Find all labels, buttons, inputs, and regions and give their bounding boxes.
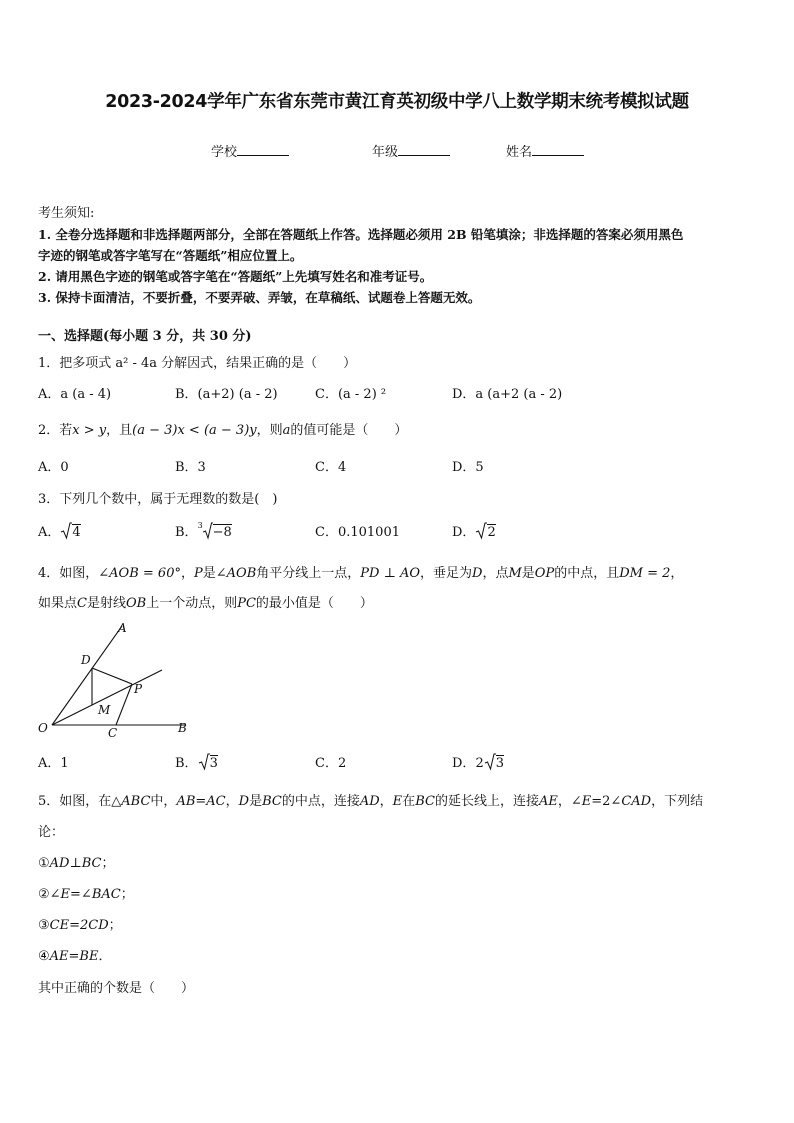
label-b: B — [178, 721, 187, 735]
question-1: 1．把多项式 a² - 4a 分解因式，结果正确的是（ ） — [38, 356, 357, 371]
question-2 — [38, 419, 758, 438]
question-5-line-1: 5．如图，在△ABC中，AB=AC，D是BC的中点，连接AD，E在BC的延长线上，连接AE，∠E=2∠CAD，下列结 — [38, 794, 704, 809]
label-a: A — [118, 621, 127, 635]
sqrt-icon — [60, 522, 72, 540]
question-5-closing: 其中正确的个数是（ ） — [38, 981, 195, 996]
question-1-options — [38, 383, 758, 405]
q4-option-d[interactable]: D．2 3 — [452, 752, 504, 771]
q1-option-c[interactable]: C．(a - 2) ² — [315, 387, 387, 402]
q5-conclusion-4: ④AE=BE． — [38, 949, 112, 964]
q2-prefix: 2．若 — [38, 423, 73, 438]
q2-option-c[interactable]: C．4 — [315, 460, 347, 475]
student-info-fields — [0, 141, 794, 161]
q2-condition-1: x > y — [72, 423, 107, 438]
q4-option-c[interactable]: C．2 — [315, 756, 347, 771]
notice-item-3: 3. 保持卡面清洁，不要折叠，不要弄破、弄皱，在草稿纸、试题卷上答题无效。 — [38, 290, 481, 305]
notice-item-1: 1. 全卷分选择题和非选择题两部分，全部在答题纸上作答。选择题必须用 2B 铅笔填涂；非选择题的答案必须用黑色 — [38, 227, 684, 242]
question-3: 3．下列几个数中，属于无理数的数是( ) — [38, 492, 278, 507]
question-4-line-2: 如果点C是射线OB上一个动点，则PC的最小值是（ ） — [38, 596, 373, 611]
question-5-line-2: 论： — [38, 825, 65, 840]
sqrt-icon — [198, 753, 210, 771]
notice-heading: 考生须知: — [38, 206, 95, 221]
school-blank[interactable] — [237, 143, 289, 156]
notice-item-2: 2. 请用黑色字迹的钢笔或答字笔在“答题纸”上先填写姓名和准考证号。 — [38, 269, 433, 284]
q5-conclusion-1: ①AD⊥BC； — [38, 856, 115, 871]
q4-option-a[interactable]: A．1 — [38, 756, 69, 771]
notice-block — [38, 203, 758, 308]
question-4-line-1: 4．如图，∠AOB = 60°，P是∠AOB角平分线上一点，PD ⊥ AO，垂足为D，点M是OP的中点，且DM = 2， — [38, 566, 684, 581]
question-3-options — [38, 521, 758, 543]
exam-title: 2023-2024学年广东省东莞市黄江育英初级中学八上数学期末统考模拟试题 — [105, 92, 689, 112]
label-d: D — [81, 653, 91, 667]
q2-option-a[interactable]: A．0 — [38, 460, 69, 475]
q2-option-d[interactable]: D．5 — [452, 460, 484, 475]
q2-suffix: 的值可能是（ ） — [290, 423, 408, 438]
school-label: 学校 — [211, 145, 238, 160]
question-2-options — [38, 456, 758, 478]
cube-root-icon — [203, 522, 213, 540]
q5-conclusion-2: ②∠E=∠BAC； — [38, 887, 134, 902]
question-4-options — [38, 752, 758, 774]
q3-option-c[interactable]: C．0.101001 — [315, 525, 400, 540]
sqrt-icon — [484, 753, 496, 771]
name-label: 姓名 — [506, 145, 533, 160]
q5-conclusion-3: ③CE=2CD； — [38, 918, 122, 933]
sqrt-icon — [475, 522, 487, 540]
q1-option-d[interactable]: D．a (a+2 (a - 2) — [452, 387, 563, 402]
label-p: P — [134, 682, 143, 696]
label-m: M — [98, 703, 111, 717]
notice-item-1-cont: 字迹的钢笔或答字笔写在“答题纸”相应位置上。 — [38, 248, 303, 263]
q3-option-a[interactable]: A． 4 — [38, 521, 81, 540]
q1-option-a[interactable]: A．a (a - 4) — [38, 387, 112, 402]
section-title: 一、选择题(每小题 3 分，共 30 分) — [38, 329, 252, 344]
q3-option-d[interactable]: D． 2 — [452, 521, 496, 540]
segment-pd — [92, 668, 132, 684]
school-field[interactable] — [211, 141, 289, 160]
name-blank[interactable] — [532, 143, 584, 156]
label-o: O — [38, 721, 48, 735]
grade-label: 年级 — [372, 145, 399, 160]
grade-field[interactable] — [372, 141, 450, 160]
q2-mid: ，且 — [106, 423, 133, 438]
grade-blank[interactable] — [398, 143, 450, 156]
q2-option-b[interactable]: B．3 — [175, 460, 206, 475]
name-field[interactable] — [506, 141, 584, 160]
q2-variable: a — [282, 423, 291, 438]
label-c: C — [108, 726, 118, 740]
q1-option-b[interactable]: B．(a+2) (a - 2) — [175, 387, 278, 402]
q3-option-b[interactable]: B．$^3$ −8 — [175, 521, 232, 540]
q2-mid2: ，则 — [256, 423, 283, 438]
segment-pc — [116, 684, 132, 725]
q4-option-b[interactable]: B． 3 — [175, 752, 218, 771]
geometry-figure-q4 — [36, 618, 206, 742]
q2-condition-2: (a − 3)x < (a − 3)y — [132, 423, 257, 438]
